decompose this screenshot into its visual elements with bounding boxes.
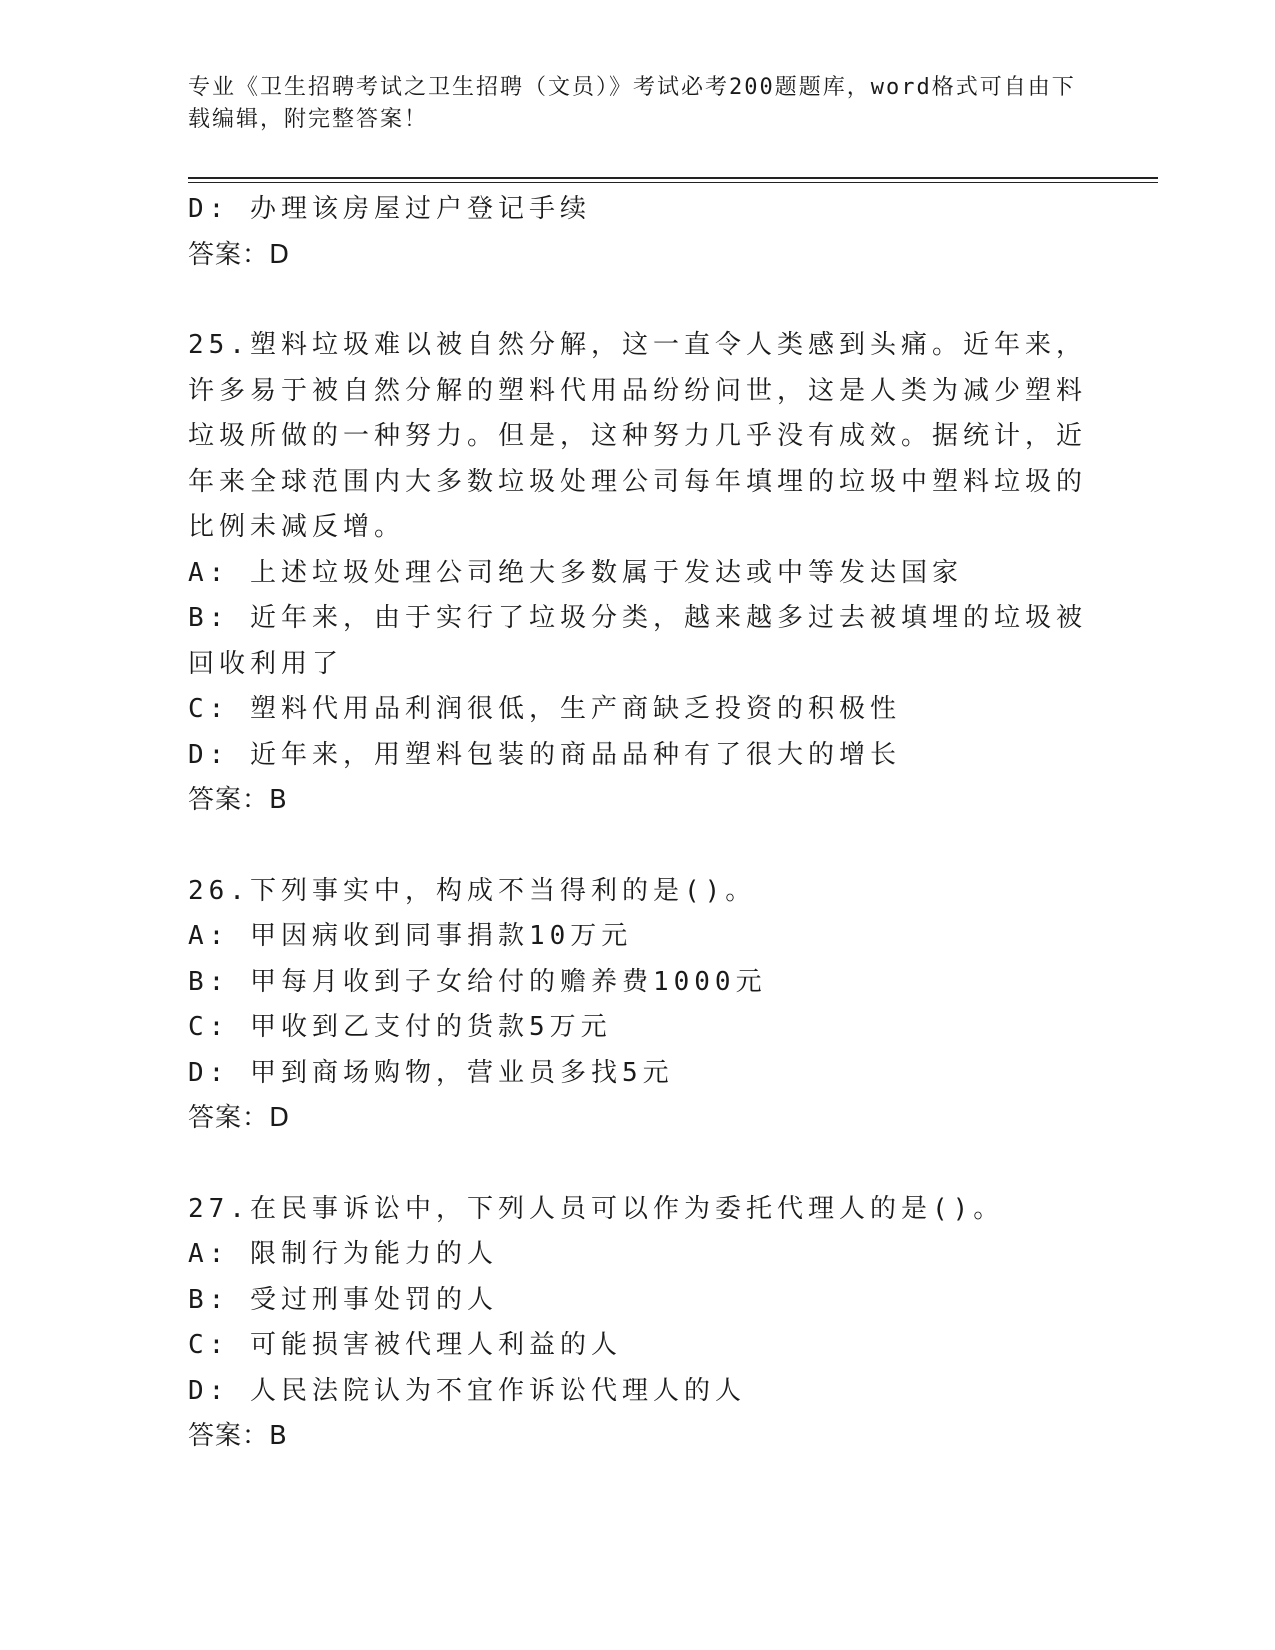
header-divider-thick (188, 177, 1158, 179)
option-a: A: 上述垃圾处理公司绝大多数属于发达或中等发达国家 (188, 557, 963, 588)
question-25 (188, 323, 1088, 824)
answer-line: 答案：D (188, 1103, 291, 1133)
option-a: A: 甲因病收到同事捐款10万元 (188, 921, 633, 951)
spacer (188, 1142, 1088, 1187)
option-b: B: 甲每月收到子女给付的赡养费1000元 (188, 966, 767, 997)
spacer (188, 824, 1088, 869)
question-stem: 25.塑料垃圾难以被自然分解，这一直令人类感到头痛。近年来，许多易于被自然分解的塑料代用品纷纷问世，这是人类为减少塑料垃圾所做的一种努力。但是，这种努力几乎没有成效。据统计，近年来全球范围内大多数垃圾处理公司每年填埋的垃圾中塑料垃圾的比例未减反增。 (188, 330, 1088, 542)
question-27 (188, 1187, 1088, 1460)
option-c: C: 甲收到乙支付的货款5万元 (188, 1012, 612, 1042)
option-d: D: 办理该房屋过户登记手续 (188, 194, 591, 224)
answer-line: 答案：B (188, 1421, 288, 1451)
option-d: D: 甲到商场购物，营业员多找5元 (188, 1057, 674, 1088)
question-stem: 26.下列事实中，构成不当得利的是()。 (188, 875, 757, 906)
document-header: 专业《卫生招聘考试之卫生招聘（文员）》考试必考200题题库，word格式可自由下载编辑，附完整答案！ (188, 75, 1076, 132)
question-content (188, 187, 1088, 1460)
option-a: A: 限制行为能力的人 (188, 1239, 498, 1269)
option-b: B: 近年来，由于实行了垃圾分类，越来越多过去被填埋的垃圾被回收利用了 (188, 603, 1087, 679)
previous-question-fragment (188, 187, 1088, 278)
answer-line: 答案：B (188, 785, 288, 815)
option-c: C: 可能损害被代理人利益的人 (188, 1330, 622, 1360)
answer-line: 答案：D (188, 239, 291, 270)
option-d: D: 人民法院认为不宜作诉讼代理人的人 (188, 1375, 746, 1406)
option-b: B: 受过刑事处罚的人 (188, 1284, 498, 1315)
question-stem: 27.在民事诉讼中，下列人员可以作为委托代理人的是()。 (188, 1193, 1005, 1224)
question-26 (188, 869, 1088, 1142)
option-d: D: 近年来，用塑料包装的商品品种有了很大的增长 (188, 739, 901, 770)
option-c: C: 塑料代用品利润很低，生产商缺乏投资的积极性 (188, 694, 901, 724)
header-divider-thin (188, 182, 1158, 183)
spacer (188, 278, 1088, 323)
